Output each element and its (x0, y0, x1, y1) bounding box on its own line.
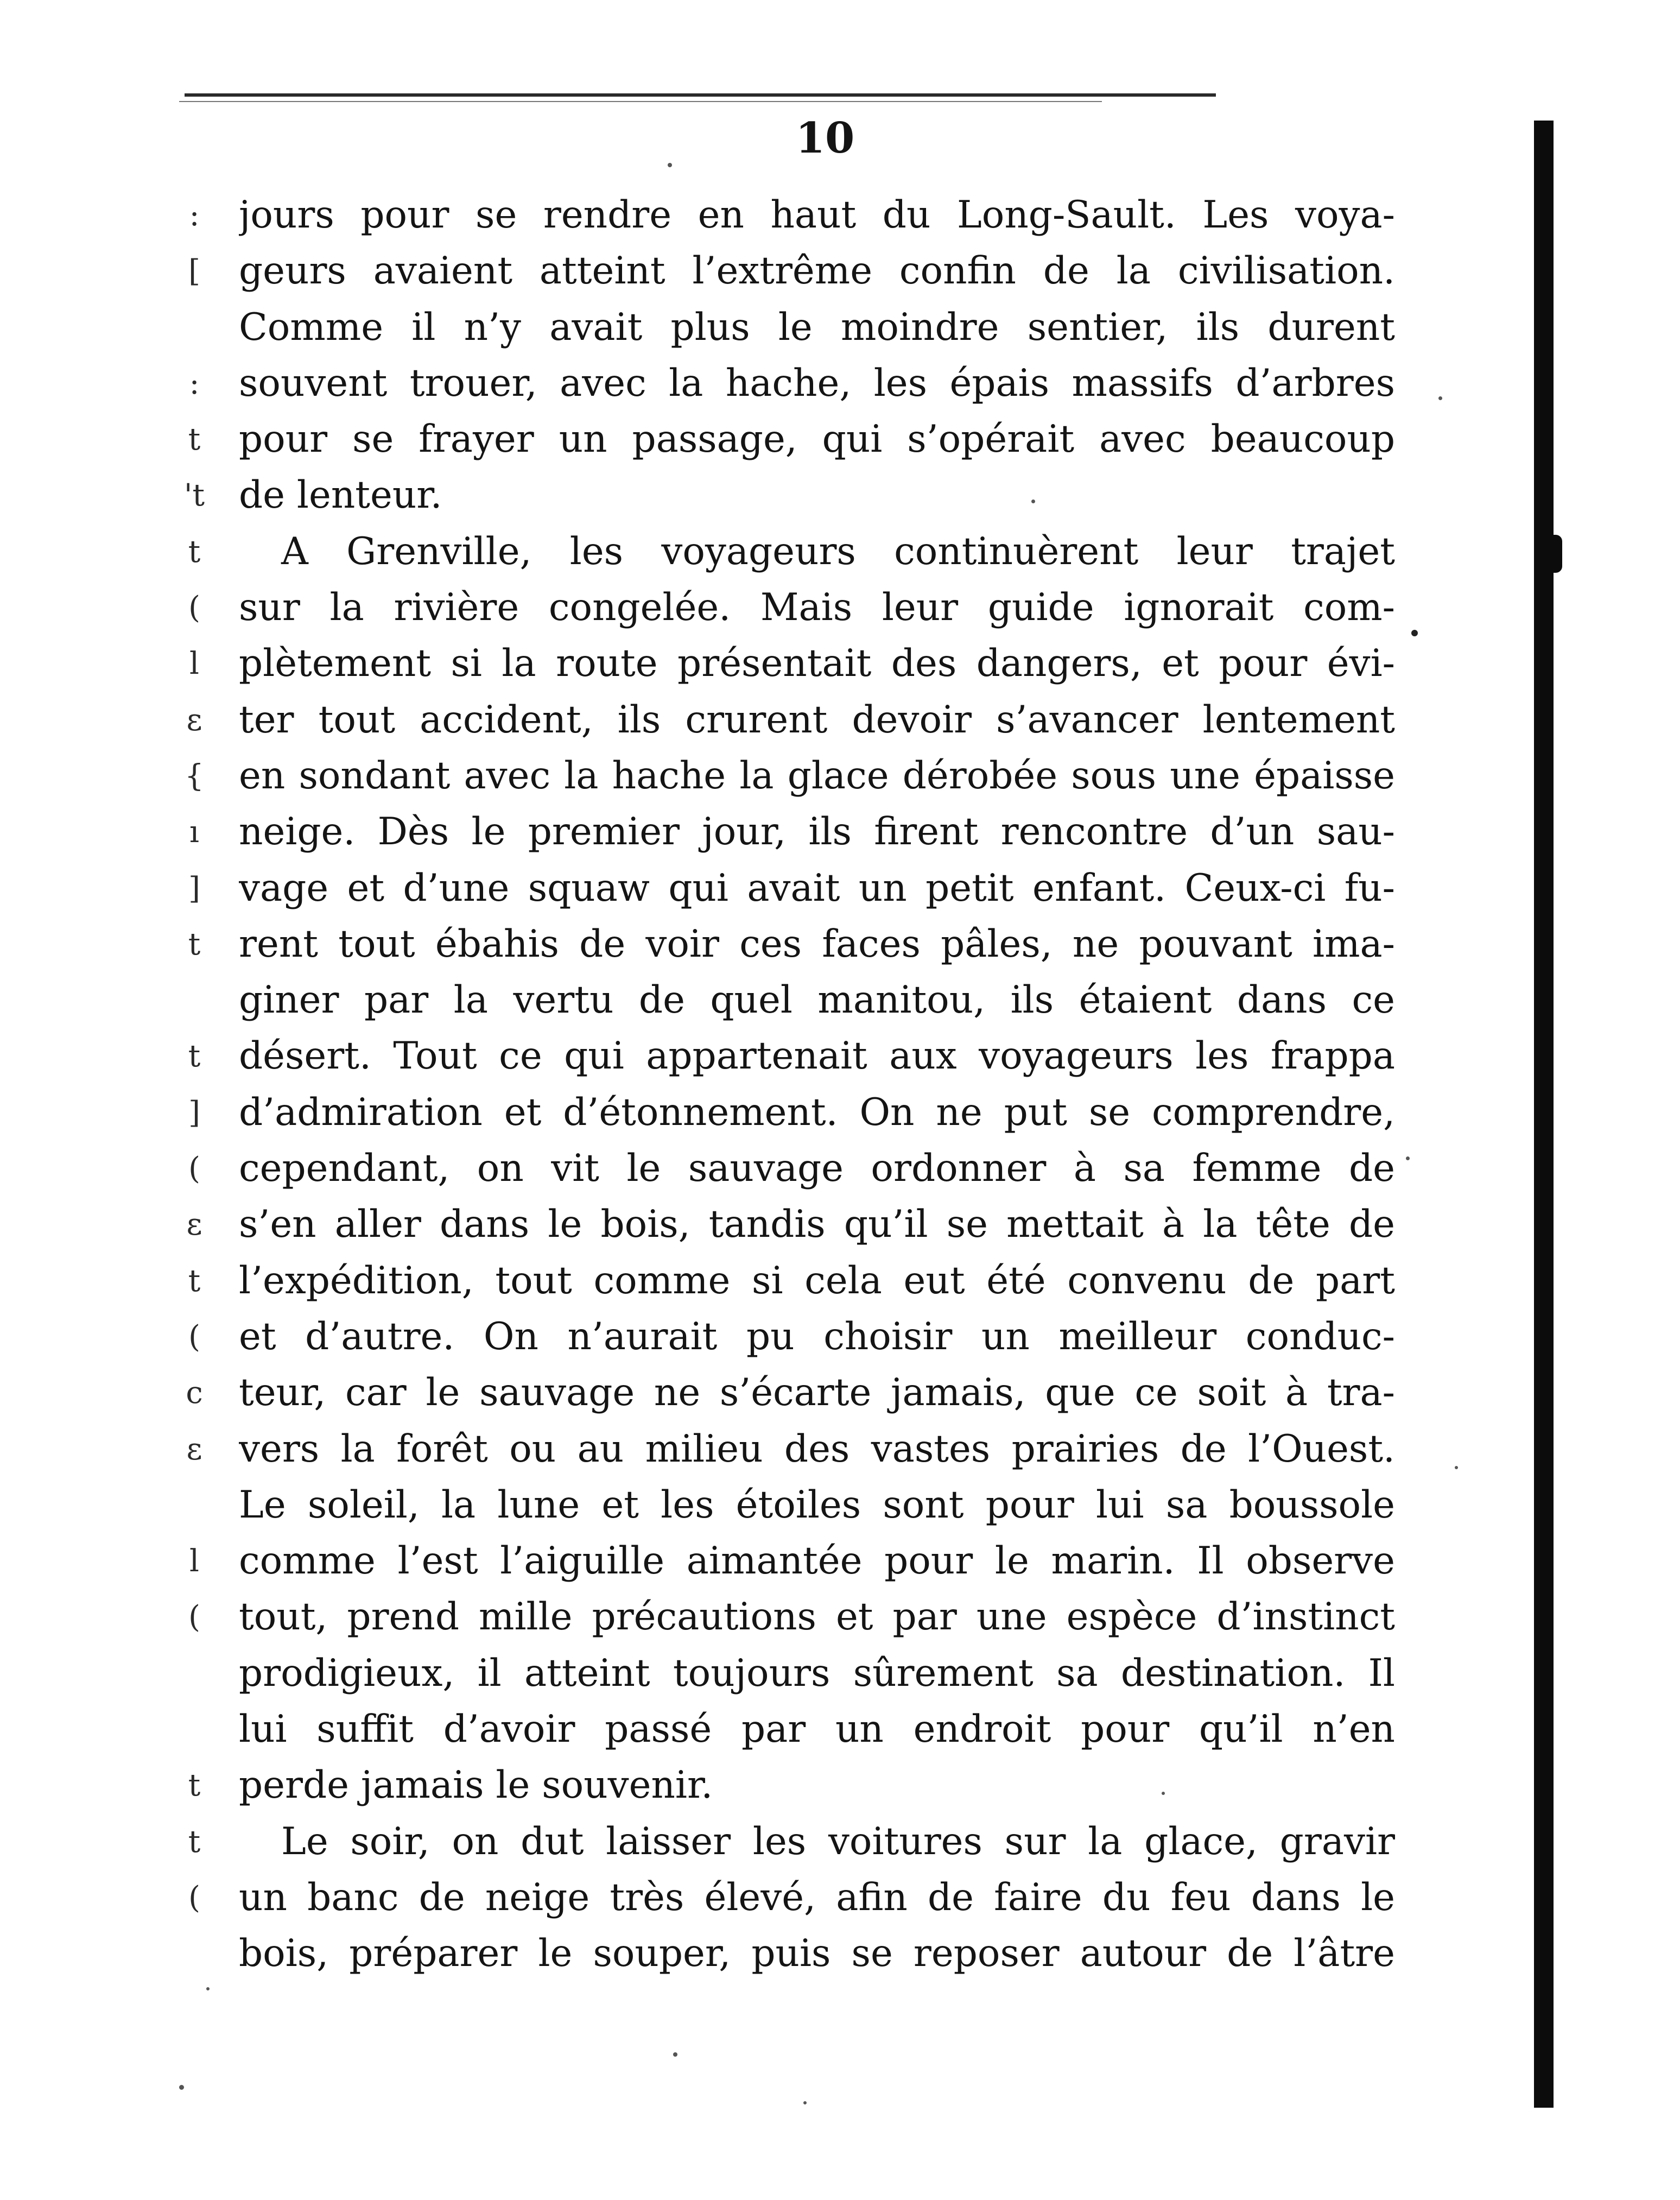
margin-bleed-mark: l (189, 1544, 199, 1579)
margin-bleed-mark (173, 1477, 216, 1533)
text-line: Le soir, on dut laisser les voitures sur la glace, gravir (281, 1819, 1395, 1863)
text-line: giner par la vertu de quel manitou, ils étaient dans ce (239, 978, 1395, 1022)
text-line: geurs avaient atteint l’extrême confin de la civilisation. (239, 249, 1395, 293)
ink-speck (673, 2052, 677, 2057)
text-line: Comme il n’y avait plus le moindre sentier, ils durent (239, 305, 1395, 349)
margin-bleed-mark: ( (188, 590, 200, 626)
text-line: tout, prend mille précautions et par une espèce d’instinct (239, 1595, 1395, 1639)
margin-bleed-mark: : (189, 198, 200, 233)
margin-bleed-mark: ( (188, 1151, 200, 1187)
text-line: cependant, on vit le sauvage ordonner à sa femme de (239, 1147, 1395, 1191)
margin-bleed-mark: ı (189, 814, 199, 850)
page-edge-notch (1550, 535, 1562, 573)
margin-bleed-mark: ] (188, 870, 200, 906)
text-line: neige. Dès le premier jour, ils firent rencontre d’un sau- (239, 810, 1395, 854)
ink-speck (668, 163, 672, 167)
text-line: comme l’est l’aiguille aimantée pour le marin. Il observe (239, 1539, 1395, 1583)
text-line: désert. Tout ce qui appartenait aux voyageurs les frappa (239, 1034, 1395, 1078)
top-rule (185, 93, 1216, 97)
margin-bleed-mark (173, 300, 216, 356)
margin-bleed-mark (173, 1646, 216, 1702)
text-line: perde jamais le souvenir. (239, 1763, 713, 1807)
top-rule-shadow (179, 101, 1102, 102)
text-line: d’admiration et d’étonnement. On ne put se comprendre, (239, 1090, 1395, 1134)
text-line: lui suffit d’avoir passé par un endroit pour qu’il n’en (239, 1708, 1395, 1752)
page-edge-shadow (1534, 121, 1554, 2108)
text-line: rent tout ébahis de voir ces faces pâles, ne pouvant ima- (239, 922, 1395, 966)
text-line: plètement si la route présentait des dangers, et pour évi- (239, 642, 1395, 686)
text-line: en sondant avec la hache la glace dérobée sous une épaisse (239, 754, 1395, 798)
text-line: et d’autre. On n’aurait pu choisir un meilleur conduc- (239, 1314, 1395, 1358)
margin-bleed-mark (173, 972, 216, 1028)
margin-bleed-mark: ( (188, 1600, 200, 1635)
text-line: pour se frayer un passage, qui s’opérait avec beaucoup (239, 418, 1395, 462)
margin-bleed-mark: c (186, 1375, 203, 1411)
text-line: de lenteur. (239, 473, 442, 517)
margin-bleed-mark: [ (188, 254, 200, 289)
margin-bleed-mark: t (188, 534, 201, 570)
margin-bleed-mark: t (188, 1768, 201, 1804)
margin-bleed-mark: : (189, 365, 200, 401)
text-line: teur, car le sauvage ne s’écarte jamais, que ce soit à tra- (239, 1371, 1395, 1415)
margin-bleed-mark: t (188, 1824, 201, 1860)
margin-bleed-mark: t (188, 926, 201, 962)
page-number: 10 (795, 113, 855, 163)
margin-bleed-mark: 't (184, 478, 205, 514)
ink-speck (179, 2085, 184, 2090)
left-margin-bleed (173, 187, 216, 1926)
text-line: vers la forêt ou au milieu des vastes prairies de l’Ouest. (239, 1427, 1395, 1471)
ink-speck (1162, 1792, 1165, 1795)
margin-bleed-mark: ] (188, 1095, 200, 1130)
text-line: Le soleil, la lune et les étoiles sont pour lui sa boussole (239, 1483, 1395, 1527)
text-line: jours pour se rendre en haut du Long-Sault. Les voya- (239, 193, 1395, 237)
text-line: bois, préparer le souper, puis se reposer autour de l’âtre (239, 1932, 1395, 1976)
text-line: prodigieux, il atteint toujours sûrement sa destination. Il (239, 1651, 1395, 1695)
ink-speck (206, 1987, 210, 1990)
ink-speck (1438, 396, 1442, 400)
text-line: sur la rivière congelée. Mais leur guide ignorait com- (239, 586, 1395, 630)
text-line: ter tout accident, ils crurent devoir s’avancer lentement (239, 698, 1395, 742)
text-line: un banc de neige très élevé, afin de faire du feu dans le (239, 1875, 1395, 1919)
text-line: A Grenville, les voyageurs continuèrent leur trajet (281, 529, 1395, 573)
ink-speck (1455, 1466, 1458, 1469)
margin-bleed-mark: ( (188, 1880, 200, 1915)
text-line: s’en aller dans le bois, tandis qu’il se mettait à la tête de (239, 1203, 1395, 1247)
text-line: vage et d’une squaw qui avait un petit enfant. Ceux-ci fu- (239, 866, 1395, 910)
margin-bleed-mark: t (188, 1039, 201, 1074)
margin-bleed-mark (173, 1702, 216, 1758)
text-line: l’expédition, tout comme si cela eut été convenu de part (239, 1259, 1395, 1303)
ink-speck (1406, 1156, 1410, 1160)
ink-speck (1411, 630, 1418, 636)
margin-bleed-mark: ɛ (186, 1207, 202, 1243)
margin-bleed-mark: ɛ (186, 1431, 202, 1467)
body-text (239, 187, 1395, 1982)
margin-bleed-mark: { (185, 758, 204, 794)
margin-bleed-mark: ( (188, 1319, 200, 1355)
ink-speck (803, 2101, 807, 2104)
margin-bleed-mark: ɛ (186, 702, 202, 738)
margin-bleed-mark: t (188, 422, 201, 458)
margin-bleed-mark: l (189, 646, 199, 682)
ink-speck (1031, 500, 1035, 503)
text-line: souvent trouer, avec la hache, les épais massifs d’arbres (239, 361, 1395, 405)
margin-bleed-mark: t (188, 1263, 201, 1299)
